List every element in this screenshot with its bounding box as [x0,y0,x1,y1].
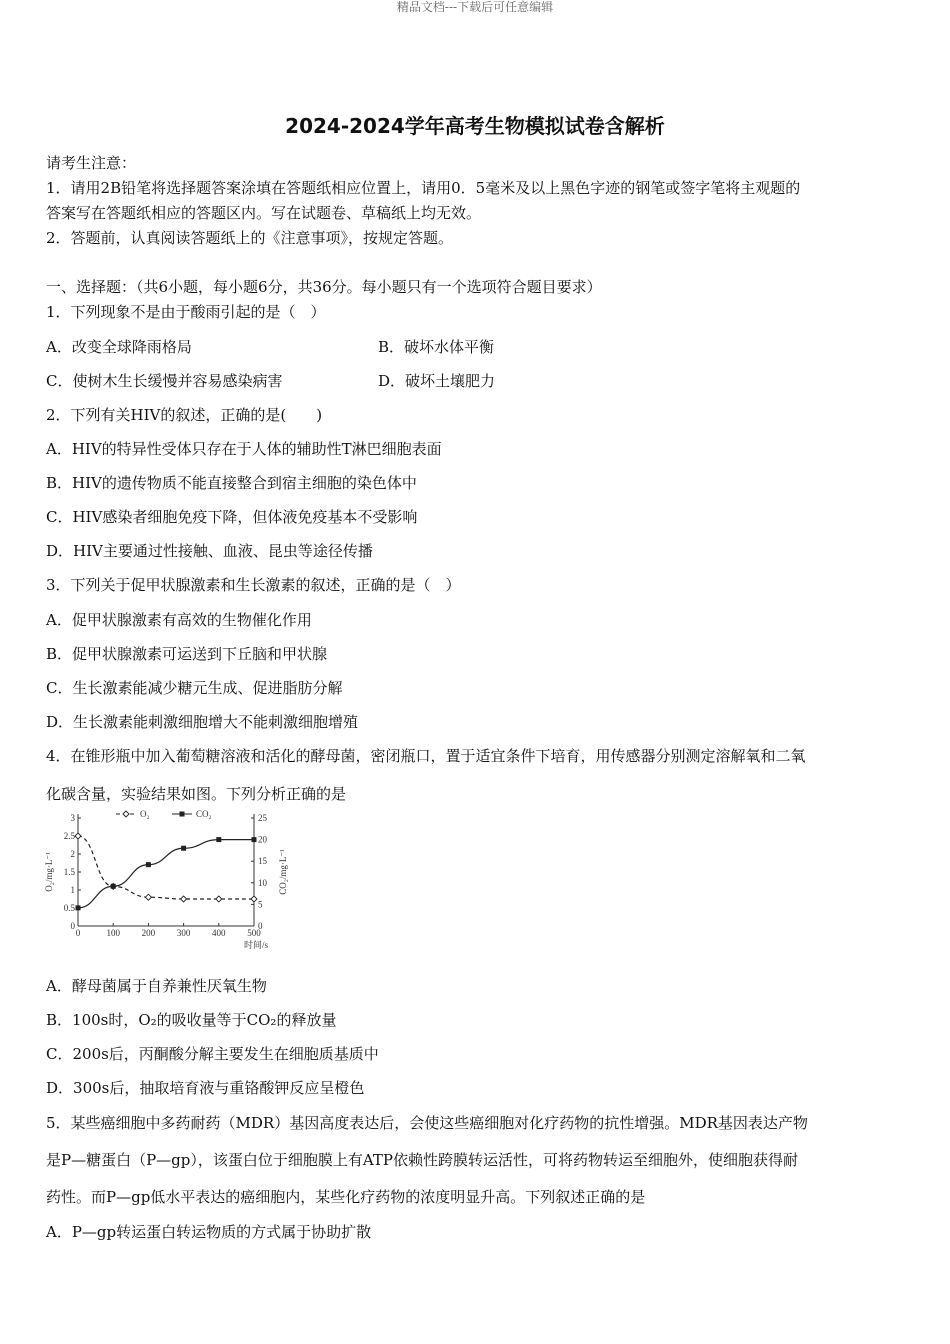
o2-data-point [251,896,257,902]
q3-option-d: D．生长激素能刺激细胞增大不能刺激细胞增殖 [46,713,359,731]
q2-stem: 2．下列有关HIV的叙述，正确的是( ) [46,406,323,424]
y-right-tick-label: 25 [258,813,267,823]
y-right-tick-label: 15 [258,856,267,867]
y-left-tick-label: 1 [70,885,75,895]
x-tick-label: 400 [212,928,226,938]
o2-data-point [181,896,187,902]
q4-option-b: B．100s时，O₂的吸收量等于CO₂的释放量 [46,1011,337,1029]
q2-option-a: A．HIV的特异性受体只存在于人体的辅助性T淋巴细胞表面 [46,440,442,458]
q2-option-b: B．HIV的遗传物质不能直接整合到宿主细胞的染色体中 [46,474,417,492]
q1-stem: 1．下列现象不是由于酸雨引起的是（ ） [46,303,326,321]
notice-item-2: 2．答题前，认真阅读答题纸上的《注意事项》，按规定答题。 [46,229,454,247]
notice-item-1-line-2: 答案写在答题纸相应的答题区内。写在试题卷、草稿纸上均无效。 [46,204,482,222]
q3-stem: 3．下列关于促甲状腺激素和生长激素的叙述，正确的是（ ） [46,576,461,594]
y-left-tick-label: 1.5 [63,867,75,877]
q3-option-c: C．生长激素能减少糖元生成、促进脂肪分解 [46,679,343,697]
legend-co2-marker [180,812,185,817]
q4-option-d: D．300s后，抽取培育液与重铬酸钾反应呈橙色 [46,1079,365,1097]
y-right-tick-label: 20 [258,834,267,845]
y-right-tick-label: 5 [258,899,263,910]
q4-stem-line-2: 化碳含量，实验结果如图。下列分析正确的是 [46,785,347,803]
x-axis-label: 时间/s [243,940,269,950]
q1-option-c: C．使树木生长缓慢并容易感染病害 [46,372,283,390]
q3-option-a: A．促甲状腺激素有高效的生物催化作用 [46,611,312,629]
legend-co2-label: CO₂ [196,809,212,819]
series-line-o2 [78,836,254,899]
q2-option-c: C．HIV感染者细胞免疫下降，但体液免疫基本不受影响 [46,508,418,526]
q2-option-d: D．HIV主要通过性接触、血液、昆虫等途径传播 [46,542,373,560]
q4-option-c: C．200s后，丙酮酸分解主要发生在细胞质基质中 [46,1045,379,1063]
x-tick-label: 100 [106,928,120,938]
q5-stem-line-1: 5．某些癌细胞中多药耐药（MDR）基因高度表达后，会使这些癌细胞对化疗药物的抗性增强。MDR基因表达产物 [46,1114,808,1132]
legend-o2-label: O₂ [140,809,150,819]
section-heading: 一、选择题：（共6小题，每小题6分，共36分。每小题只有一个选项符合题目要求） [46,278,602,296]
o2-data-point [216,896,222,902]
co2-data-point [111,884,116,889]
q1-option-a: A．改变全球降雨格局 [46,338,192,356]
o2-data-point [145,894,151,900]
notice-item-1-line-1: 1．请用2B铅笔将选择题答案涂填在答题纸相应位置上，请用0．5毫米及以上黑色字迹的钢笔或签字笔将主观题的 [46,179,801,197]
q5-option-a: A．P—gp转运蛋白转运物质的方式属于协助扩散 [46,1223,372,1241]
q3-option-b: B．促甲状腺激素可运送到下丘脑和甲状腺 [46,645,328,663]
header-note: 精品文档---下载后可任意编辑 [396,0,554,14]
y-left-tick-label: 0.5 [63,903,75,913]
q1-option-d: D．破坏土壤肥力 [378,372,496,390]
co2-data-point [146,862,151,867]
q4-stem-line-1: 4．在锥形瓶中加入葡萄糖溶液和活化的酵母菌，密闭瓶口，置于适宜条件下培育，用传感器分别测定溶解氧和二氧 [46,747,806,765]
co2-data-point [216,837,221,842]
co2-data-point [252,837,257,842]
x-tick-label: 500 [247,928,261,938]
y-right-tick-label: 0 [258,921,263,931]
notice-heading: 请考生注意： [46,154,137,172]
x-tick-label: 200 [141,928,156,938]
co2-data-point [76,905,81,910]
y-right-axis-label: CO₂/mg·L⁻¹ [278,849,288,895]
y-left-tick-label: 2 [70,849,75,859]
x-tick-label: 300 [176,928,191,938]
y-left-tick-label: 3 [70,813,75,823]
q4-option-a: A．酵母菌属于自养兼性厌氧生物 [46,977,267,995]
q1-option-b: B．破坏水体平衡 [378,338,495,356]
x-tick-label: 0 [75,928,81,938]
o2-co2-line-chart [44,808,304,958]
y-left-axis-label: O₂/mg·L⁻¹ [44,852,54,892]
legend-o2-marker [123,811,129,817]
q5-stem-line-2: 是P—糖蛋白（P—gp），该蛋白位于细胞膜上有ATP依赖性跨膜转运活性，可将药物转运至细胞外，使细胞获得耐 [46,1151,799,1169]
co2-data-point [181,846,186,851]
y-left-tick-label: 2.5 [63,831,75,841]
y-left-tick-label: 0 [70,921,75,931]
o2-data-point [75,833,81,839]
page-title: 2024-2024学年高考生物模拟试卷含解析 [285,114,665,138]
y-right-tick-label: 10 [258,877,267,888]
q5-stem-line-3: 药性。而P—gp低水平表达的癌细胞内，某些化疗药物的浓度明显升高。下列叙述正确的是 [46,1188,646,1206]
